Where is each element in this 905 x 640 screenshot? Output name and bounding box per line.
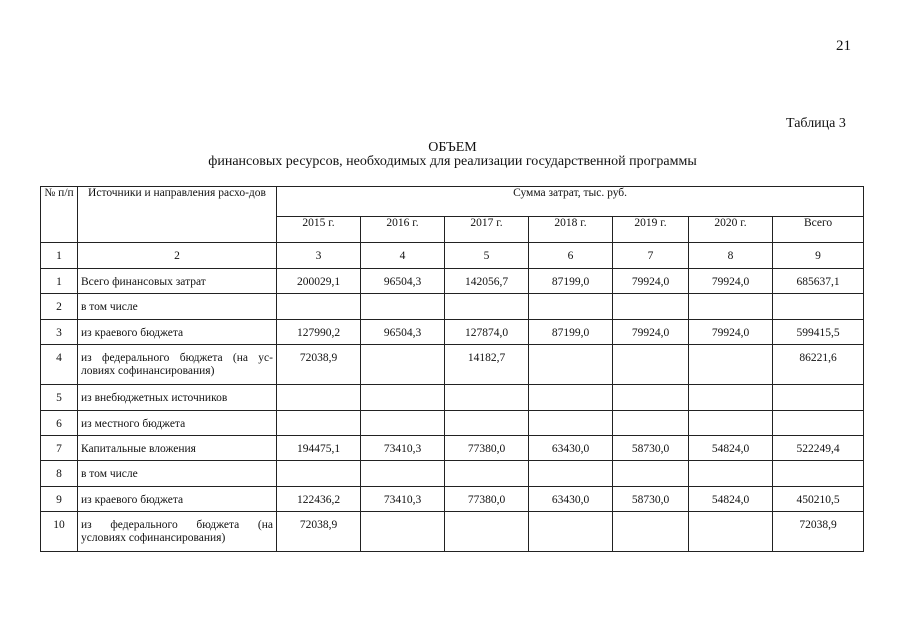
row-year-value: 54824,0 [689, 435, 773, 460]
header-year: 2019 г. [613, 217, 689, 243]
table-row [41, 269, 864, 294]
column-number: 8 [689, 243, 773, 269]
row-year-value: 63430,0 [529, 486, 613, 511]
row-year-value [277, 294, 361, 319]
row-year-value [689, 461, 773, 486]
row-year-value [613, 385, 689, 410]
row-year-value [277, 385, 361, 410]
row-year-value: 72038,9 [277, 512, 361, 552]
row-number: 10 [41, 512, 78, 552]
row-label: из федерального бюджета (на условиях софинансирования) [78, 512, 277, 552]
row-year-value [361, 345, 445, 385]
row-year-value: 142056,7 [445, 269, 529, 294]
row-label: Всего финансовых затрат [78, 269, 277, 294]
row-total-value: 72038,9 [773, 512, 864, 552]
page-number: 21 [836, 38, 851, 54]
row-year-value [529, 385, 613, 410]
row-year-value: 200029,1 [277, 269, 361, 294]
column-numbers-row [41, 243, 864, 269]
row-total-value: 685637,1 [773, 269, 864, 294]
column-number: 9 [773, 243, 864, 269]
column-number: 6 [529, 243, 613, 269]
row-year-value [445, 385, 529, 410]
row-year-value: 79924,0 [613, 269, 689, 294]
row-number: 1 [41, 269, 78, 294]
row-year-value [613, 461, 689, 486]
row-year-value [689, 294, 773, 319]
row-year-value [445, 512, 529, 552]
row-year-value [445, 410, 529, 435]
row-year-value: 77380,0 [445, 435, 529, 460]
row-year-value: 127874,0 [445, 319, 529, 344]
row-year-value: 122436,2 [277, 486, 361, 511]
row-year-value [277, 461, 361, 486]
row-year-value: 54824,0 [689, 486, 773, 511]
row-year-value [613, 410, 689, 435]
row-year-value: 58730,0 [613, 486, 689, 511]
row-year-value: 87199,0 [529, 319, 613, 344]
row-year-value [689, 410, 773, 435]
header-total: Всего [773, 217, 864, 243]
row-label: из краевого бюджета [78, 486, 277, 511]
row-total-value [773, 385, 864, 410]
document-subtitle: финансовых ресурсов, необходимых для реализации государственной программы [208, 154, 697, 169]
row-year-value [613, 294, 689, 319]
row-year-value: 194475,1 [277, 435, 361, 460]
row-total-value: 86221,6 [773, 345, 864, 385]
row-year-value [613, 345, 689, 385]
row-year-value [613, 512, 689, 552]
header-year: 2018 г. [529, 217, 613, 243]
row-year-value [529, 410, 613, 435]
row-number: 4 [41, 345, 78, 385]
row-total-value: 450210,5 [773, 486, 864, 511]
row-year-value: 87199,0 [529, 269, 613, 294]
row-total-value [773, 410, 864, 435]
row-year-value [689, 512, 773, 552]
header-source: Источники и направления расхо-дов [78, 187, 277, 243]
header-year: 2017 г. [445, 217, 529, 243]
row-year-value: 73410,3 [361, 435, 445, 460]
row-total-value: 522249,4 [773, 435, 864, 460]
row-number: 7 [41, 435, 78, 460]
row-year-value [277, 410, 361, 435]
row-total-value: 599415,5 [773, 319, 864, 344]
column-number: 3 [277, 243, 361, 269]
row-year-value [361, 385, 445, 410]
row-year-value: 77380,0 [445, 486, 529, 511]
table-row [41, 461, 864, 486]
row-year-value [361, 410, 445, 435]
row-year-value [445, 461, 529, 486]
row-year-value [689, 385, 773, 410]
row-label: в том числе [78, 461, 277, 486]
row-year-value [529, 294, 613, 319]
table-row [41, 385, 864, 410]
row-year-value: 79924,0 [689, 269, 773, 294]
table-row [41, 345, 864, 385]
row-year-value: 63430,0 [529, 435, 613, 460]
row-number: 8 [41, 461, 78, 486]
header-num: № п/п [41, 187, 78, 243]
table-label: Таблица 3 [786, 116, 846, 131]
row-year-value: 72038,9 [277, 345, 361, 385]
row-year-value: 96504,3 [361, 319, 445, 344]
column-number: 4 [361, 243, 445, 269]
row-year-value: 96504,3 [361, 269, 445, 294]
header-row [41, 187, 864, 217]
row-label: из местного бюджета [78, 410, 277, 435]
table-row [41, 294, 864, 319]
row-label: из федерального бюджета (на ус-ловиях софинансирования) [78, 345, 277, 385]
row-year-value: 79924,0 [689, 319, 773, 344]
table-row [41, 319, 864, 344]
row-number: 9 [41, 486, 78, 511]
column-number: 1 [41, 243, 78, 269]
row-number: 6 [41, 410, 78, 435]
header-sum: Сумма затрат, тыс. руб. [277, 187, 864, 217]
row-year-value: 73410,3 [361, 486, 445, 511]
row-total-value [773, 294, 864, 319]
row-label: в том числе [78, 294, 277, 319]
column-number: 2 [78, 243, 277, 269]
row-label: Капитальные вложения [78, 435, 277, 460]
header-year: 2016 г. [361, 217, 445, 243]
header-year: 2015 г. [277, 217, 361, 243]
row-year-value: 58730,0 [613, 435, 689, 460]
row-year-value [529, 345, 613, 385]
document-title: ОБЪЕМ [428, 140, 477, 155]
row-year-value [361, 294, 445, 319]
row-year-value: 79924,0 [613, 319, 689, 344]
table-row [41, 410, 864, 435]
row-year-value: 127990,2 [277, 319, 361, 344]
row-year-value [445, 294, 529, 319]
column-number: 7 [613, 243, 689, 269]
table-row [41, 512, 864, 552]
row-number: 3 [41, 319, 78, 344]
row-total-value [773, 461, 864, 486]
row-number: 5 [41, 385, 78, 410]
row-year-value [361, 461, 445, 486]
row-year-value [689, 345, 773, 385]
table-row [41, 435, 864, 460]
column-number: 5 [445, 243, 529, 269]
table-row [41, 486, 864, 511]
row-year-value: 14182,7 [445, 345, 529, 385]
row-label: из краевого бюджета [78, 319, 277, 344]
row-year-value [529, 461, 613, 486]
row-label: из внебюджетных источников [78, 385, 277, 410]
row-number: 2 [41, 294, 78, 319]
header-year: 2020 г. [689, 217, 773, 243]
row-year-value [361, 512, 445, 552]
financing-table [40, 186, 864, 552]
row-year-value [529, 512, 613, 552]
